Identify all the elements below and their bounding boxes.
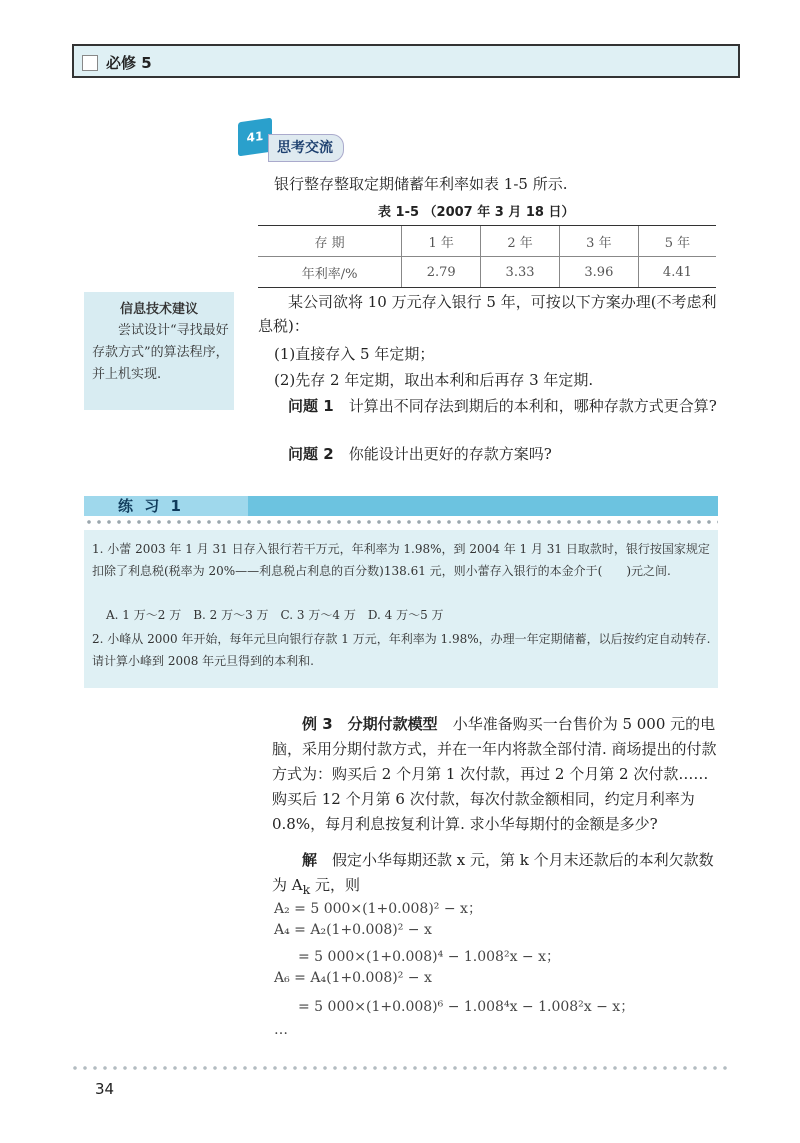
table-cell: 存 期 [258, 226, 402, 257]
table-cell: 1 年 [402, 226, 481, 257]
question-1-text: 计算出不同存法到期后的本利和，哪种存款方式更合算? [348, 397, 717, 415]
table-cell: 3.33 [481, 257, 560, 288]
table-row [258, 226, 716, 257]
table-row [258, 257, 716, 288]
think-discuss-label: 思考交流 [268, 134, 344, 162]
dotted-divider [84, 518, 718, 526]
page-number: 34 [95, 1080, 115, 1098]
solution-text: 假定小华每期还款 x 元，第 k 个月末还款后的本利欠款数为 A [272, 851, 714, 894]
table-cell: 2 年 [481, 226, 560, 257]
option-2: (2)先存 2 年定期，取出本利和后再存 3 年定期. [274, 371, 594, 389]
question-2-text: 你能设计出更好的存款方案吗? [348, 445, 552, 463]
solution-label: 解 [302, 851, 318, 869]
table-cell: 3 年 [559, 226, 638, 257]
exercise-item-1: 1. 小蕾 2003 年 1 月 31 日存入银行若干万元，年利率为 1.98%，到 2004 年 1 月 31 日取款时，银行按国家规定扣除了利息税(税率为 20%——利息税占利息的百分数)138.61 元，则小蕾存入银行的本金介于( )元之间. [92, 542, 710, 578]
table-cell: 年利率/% [258, 257, 402, 288]
interest-rate-table [258, 225, 716, 288]
think-discuss-cube-icon: 41 [238, 118, 272, 157]
page-header [72, 44, 740, 78]
question-2 [258, 442, 720, 466]
solution-subscript: k [302, 882, 311, 897]
intro-text: 银行整存整取定期储蓄年利率如表 1-5 所示. [274, 175, 568, 193]
table-cell: 4.41 [638, 257, 716, 288]
it-suggestion-box [84, 292, 234, 410]
example-3 [272, 712, 720, 837]
header-title: 必修 5 [106, 54, 152, 72]
question-1 [258, 394, 720, 418]
solution-tail: 元，则 [310, 876, 360, 894]
ellipsis: … [274, 1022, 288, 1038]
equation-1: A₂ = 5 000×(1+0.008)² − x； [274, 901, 482, 917]
table-cell: 5 年 [638, 226, 716, 257]
solution [272, 848, 720, 902]
exercise-item-1-options: A. 1 万～2 万 B. 2 万～3 万 C. 3 万～4 万 D. 4 万～5 万 [106, 608, 444, 622]
equation-4: A₆ = A₄(1+0.008)² − x [274, 970, 432, 986]
problem-statement: 某公司欲将 10 万元存入银行 5 年，可按以下方案办理(不考虑利息税)： [258, 293, 717, 335]
side-note-body: 尝试设计“寻找最好存款方式”的算法程序，并上机实现. [92, 323, 229, 382]
footer-dotted-divider [70, 1064, 730, 1072]
equation-3: = 5 000×(1+0.008)⁴ − 1.008²x − x； [298, 949, 560, 965]
exercise-item-2: 2. 小峰从 2000 年开始，每年元旦向银行存款 1 万元，年利率为 1.98%，办理一年定期储蓄，以后按约定自动转存. 请计算小峰到 2008 年元旦得到的本利和. [92, 632, 711, 668]
exercise-box [84, 530, 718, 688]
exercise-title: 练 习 1 [118, 497, 184, 515]
side-note-title: 信息技术建议 [119, 302, 198, 317]
question-1-label: 问题 1 [288, 397, 334, 415]
option-1: (1)直接存入 5 年定期； [274, 345, 435, 363]
example-3-label: 例 3 分期付款模型 [302, 715, 438, 733]
table-cell: 3.96 [559, 257, 638, 288]
header-square-icon [82, 55, 98, 71]
example-3-text: 小华准备购买一台售价为 5 000 元的电脑，采用分期付款方式，并在一年内将款全部付清. 商场提出的付款方式为：购买后 2 个月第 1 次付款，再过 2 个月第 2 次付款……购买后 12 个月第 6 次付款，每次付款金额相同，约定月利率为 0.8%，每月利息按复利计算. 求小华每期付的金额是多少? [272, 715, 717, 833]
table-caption: 表 1-5 （2007 年 3 月 18 日） [378, 205, 575, 220]
equation-5: = 5 000×(1+0.008)⁶ − 1.008⁴x − 1.008²x − x； [298, 999, 635, 1015]
equation-2: A₄ = A₂(1+0.008)² − x [274, 922, 432, 938]
table-cell: 2.79 [402, 257, 481, 288]
question-2-label: 问题 2 [288, 445, 334, 463]
